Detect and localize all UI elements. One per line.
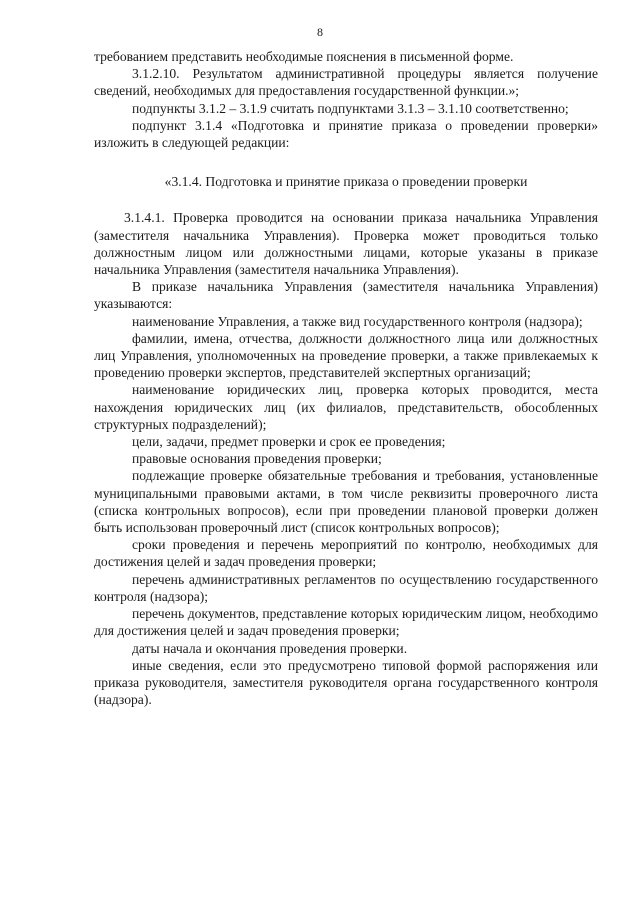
page-number: 8 — [317, 25, 323, 39]
list-item: наименование юридических лиц, проверка которых проводится, места нахождения юридических лиц (их филиалов, представительств, обособленных структурных подразделений); — [94, 382, 598, 432]
section-heading: «3.1.4. Подготовка и принятие приказа о проведении проверки — [164, 174, 528, 190]
list-item: фамилии, имена, отчества, должности должностного лица или должностных лиц Управления, уполномоченных на проведение проверки, а также привлекаемых к проведению проверки экспертов, представителей экспертных организаций; — [94, 330, 598, 381]
paragraph: требованием представить необходимые пояснения в письменной форме. — [94, 49, 514, 64]
paragraph: 3.1.4.1. Проверка проводится на основании приказа начальника Управления (заместителя начальника Управления). Проверка может проводиться только должностным лицом или должностными лицами, которые указаны в приказе начальника Управления (заместителя начальника Управления). — [94, 210, 598, 278]
list-item: сроки проведения и перечень мероприятий по контролю, необходимых для достижения целей и задач проведения проверки; — [94, 537, 598, 570]
paragraph: подпункты 3.1.2 – 3.1.9 считать подпунктами 3.1.3 – 3.1.10 соответственно; — [132, 100, 569, 116]
list-item: подлежащие проверке обязательные требования и требования, установленные муниципальными правовыми актами, в том числе реквизиты проверочного листа (списка контрольных вопросов), если при проведении плановой проверки должен быть использован проверочный лист (список контрольных вопросов); — [94, 468, 598, 536]
list-item: цели, задачи, предмет проверки и срок ее проведения; — [132, 434, 446, 450]
list-item: перечень документов, представление которых юридическим лицом, необходимо для достижения целей и задач проведения проверки; — [94, 606, 598, 639]
list-item: правовые основания проведения проверки; — [132, 451, 382, 467]
list-item: даты начала и окончания проведения проверки. — [132, 640, 408, 656]
list-item: перечень административных регламентов по осуществлению государственного контроля (надзора); — [94, 571, 598, 604]
document-body — [94, 48, 598, 708]
paragraph: подпункт 3.1.4 «Подготовка и принятие приказа о проведении проверки» изложить в следующей редакции: — [94, 117, 598, 151]
paragraph: В приказе начальника Управления (заместителя начальника Управления) указываются: — [94, 279, 598, 312]
paragraph: 3.1.2.10. Результатом административной процедуры является получение сведений, необходимых для предоставления государственной функции.»; — [94, 66, 598, 99]
list-item: наименование Управления, а также вид государственного контроля (надзора); — [132, 313, 583, 329]
list-item: иные сведения, если это предусмотрено типовой формой распоряжения или приказа руководителя, заместителя руководителя органа государственного контроля (надзора). — [94, 657, 598, 708]
